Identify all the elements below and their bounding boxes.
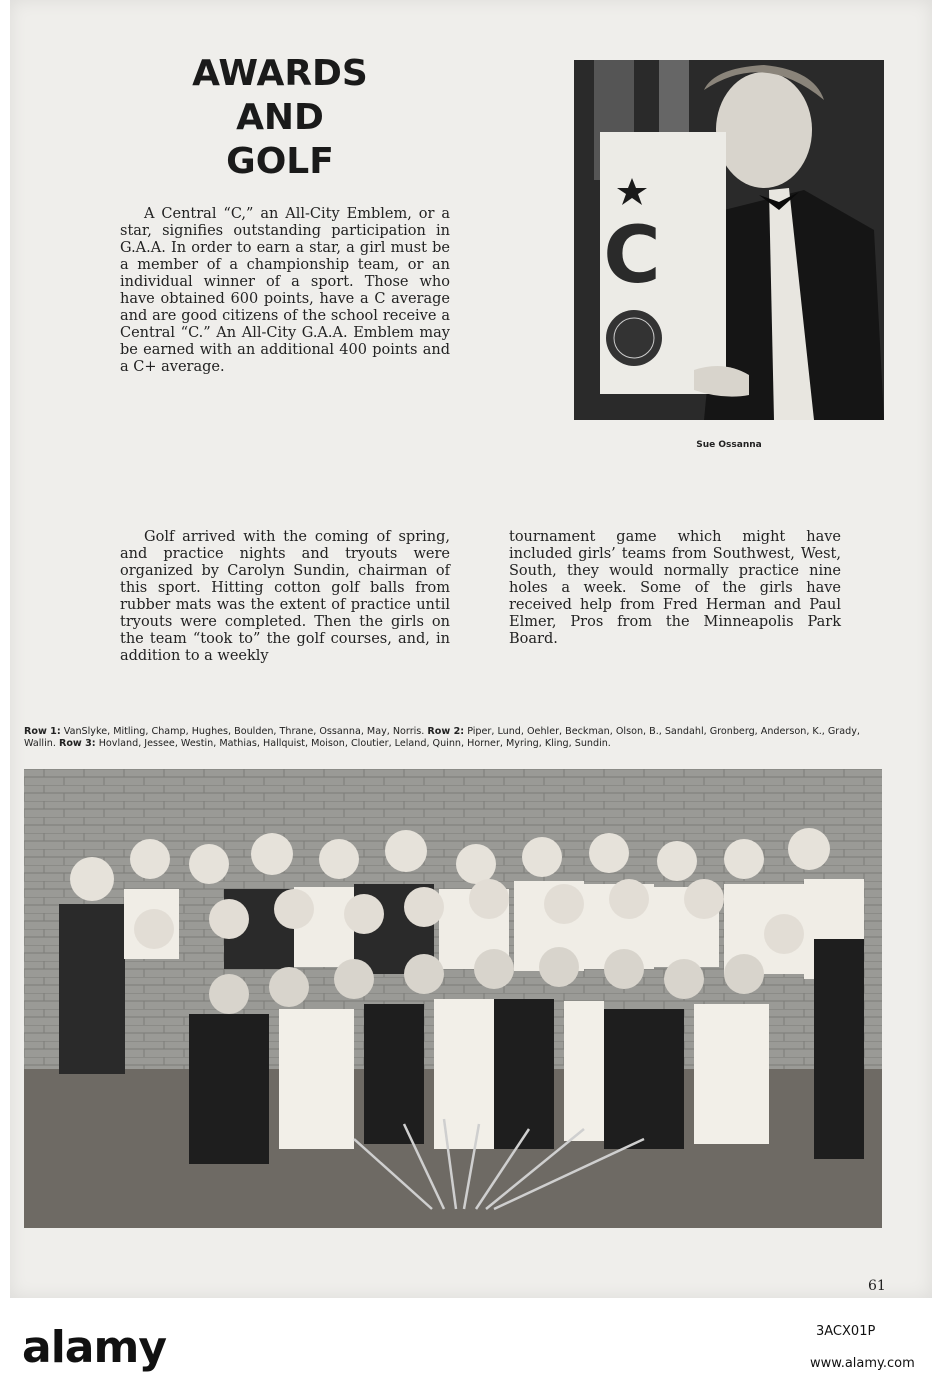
- row-names: VanSlyke, Mitling, Champ, Hughes, Boulden, Thrane, Ossanna, May, Norris.: [63, 726, 425, 737]
- golf-team-photo: [24, 769, 882, 1228]
- watermark-logo: alamy: [22, 1322, 166, 1373]
- award-photo-caption: Sue Ossanna: [696, 440, 762, 450]
- c-letter-emblem: C: [603, 211, 661, 301]
- watermark-image-id: 3ACX01P: [816, 1324, 876, 1339]
- award-photo-illustration: [574, 60, 884, 420]
- golf-team-illustration: [24, 769, 882, 1228]
- row-label: Row 2:: [427, 726, 465, 737]
- row-names: Hovland, Jessee, Westin, Mathias, Hallquist, Moison, Cloutier, Leland, Quinn, Horner, Myring, Kling, Sundin.: [98, 738, 611, 749]
- title-line: GOLF: [226, 141, 334, 182]
- page-title: [170, 52, 390, 184]
- team-photo-caption: [24, 726, 884, 750]
- row-names: Piper, Lund, Oehler, Beckman, Olson, B., Sandahl, Gronberg, Anderson, K., Grady, Wallin.: [24, 726, 860, 749]
- golf-paragraph-col2: tournament game which might have included girls’ teams from Southwest, West, South, they would normally practice nine holes a week. Some of the girls have received help from Fred Herman and Paul Elmer, Pros from the Minneapolis Park Board.: [509, 529, 841, 647]
- title-line: AND: [236, 97, 324, 138]
- page-number: 61: [868, 1278, 886, 1294]
- watermark-url: www.alamy.com: [810, 1356, 915, 1371]
- row-label: Row 3:: [58, 738, 96, 749]
- award-photo: [574, 60, 884, 420]
- title-line: AWARDS: [192, 53, 368, 94]
- golf-paragraph-col1: Golf arrived with the coming of spring, and practice nights and tryouts were organized by Carolyn Sundin, chairman of this sport. Hitting cotton golf balls from rubber mats was the extent of practice until tryouts were completed. Then the girls on the team “took to” the golf courses, and, in addition to a weekly: [120, 529, 450, 664]
- row-label: Row 1:: [24, 726, 61, 737]
- awards-paragraph: A Central “C,” an All-City Emblem, or a star, signifies outstanding participation in G.A.A. In order to earn a star, a girl must be a member of a championship team, or an individual winner of a sport. Those who have obtained 600 points, have a C average and are good citizens of the school receive a Central “C.” An All-City G.A.A. Emblem may be earned with an additional 400 points and a C+ average.: [120, 206, 450, 375]
